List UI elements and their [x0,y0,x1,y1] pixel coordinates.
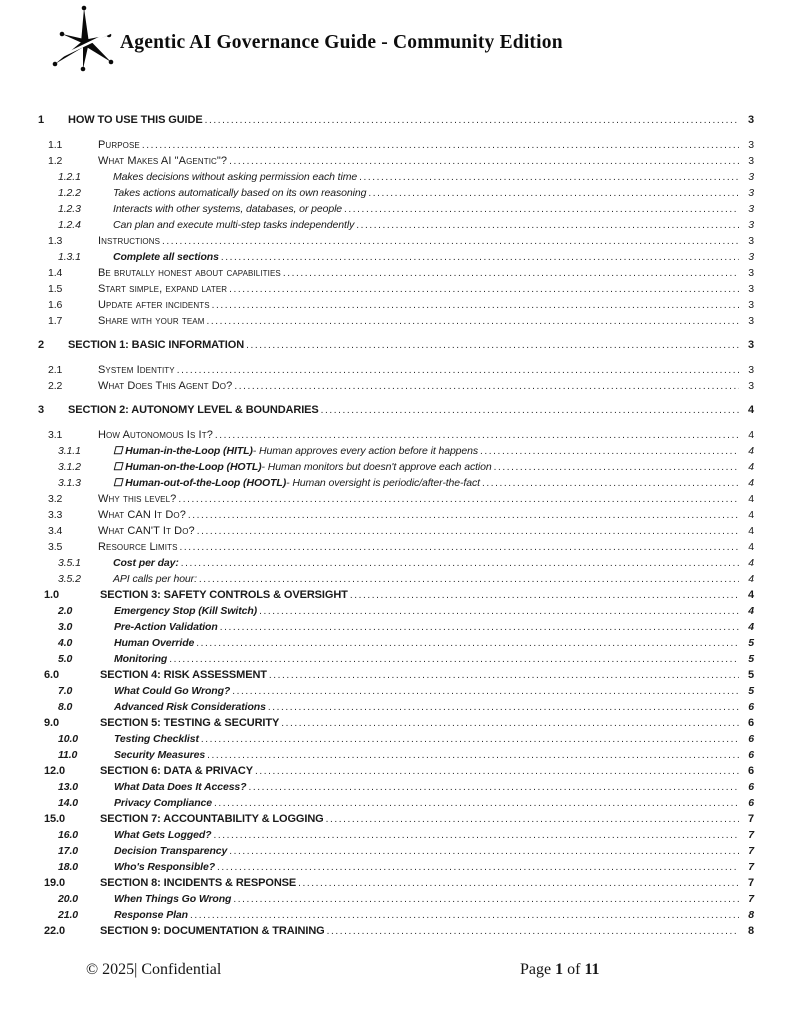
toc-entry-page: 5 [747,669,754,681]
toc-entry[interactable] [38,429,754,445]
dot-leader [368,187,739,199]
toc-entry-page: 4 [748,573,754,585]
toc-entry-text: Monitoring [114,653,168,665]
toc-entry-text: SECTION 8: INCIDENTS & RESPONSE [100,877,297,889]
dot-leader [214,797,739,809]
toc-entry-page: 3 [748,171,754,183]
toc-entry-text: SECTION 1: BASIC INFORMATION [68,339,245,351]
toc-entry-text: Security Measures [114,749,206,761]
toc-entry-text: What Data Does It Access? [114,781,247,793]
toc-entry-page: 6 [748,733,754,745]
dot-leader [327,925,739,937]
toc-entry-page: 4 [748,525,754,537]
toc-entry-page: 6 [748,797,754,809]
toc-entry-number: 1.2.4 [58,219,81,231]
toc-entry[interactable] [38,845,754,861]
toc-entry-text: When Things Go Wrong [114,893,232,905]
toc-entry-page: 3 [748,203,754,215]
dot-leader [480,445,739,457]
toc-entry[interactable] [38,404,754,420]
page-total: 11 [584,961,600,978]
toc-entry-page: 4 [748,541,754,553]
toc-entry-page: 5 [748,653,754,665]
dot-leader [246,339,739,351]
toc-entry-page: 3 [748,267,754,279]
toc-entry[interactable] [38,299,754,315]
dot-leader [344,203,739,215]
toc-entry[interactable] [38,493,754,509]
dot-leader [212,299,739,311]
toc-entry-text: Share with your team [98,315,205,327]
toc-entry-text: Pre-Action Validation [114,621,218,633]
toc-entry-page: 6 [748,701,754,713]
toc-entry-page: 3 [748,235,754,247]
toc-entry-text: What CAN'T It Do? [98,525,195,537]
toc-entry-page: 4 [747,589,754,601]
toc-entry-number: 1.5 [48,283,63,295]
toc-entry[interactable] [38,339,754,355]
dot-leader [215,429,739,441]
toc-entry[interactable] [38,685,754,701]
toc-entry[interactable] [38,219,754,235]
toc-entry-number: 1.6 [48,299,63,311]
toc-entry-number: 3.0 [58,621,73,633]
toc-entry[interactable] [38,861,754,877]
toc-entry[interactable] [38,781,754,797]
toc-entry-text: SECTION 2: AUTONOMY LEVEL & BOUNDARIES [68,404,319,416]
toc-entry-page: 7 [748,861,754,873]
toc-entry-number: 16.0 [58,829,79,841]
page-current: 1 [555,961,564,978]
toc-entry-page: 4 [748,509,754,521]
dot-leader [217,861,739,873]
toc-entry[interactable] [38,621,754,637]
toc-entry-page: 8 [748,909,754,921]
toc-entry-text: SECTION 9: DOCUMENTATION & TRAINING [100,925,325,937]
dot-leader [281,717,739,729]
toc-entry-page: 3 [748,155,754,167]
toc-entry-number: 21.0 [58,909,79,921]
toc-entry-page: 6 [747,717,754,729]
toc-entry-text: How Autonomous Is It? [98,429,213,441]
toc-entry-bold-text: ☐ Human-on-the-Loop (HOTL) [113,461,262,473]
dot-leader [207,315,739,327]
toc-entry-number: 18.0 [58,861,79,873]
dot-leader [248,781,739,793]
dot-leader [356,219,739,231]
toc-entry[interactable] [38,573,754,589]
toc-entry-number: 17.0 [58,845,79,857]
toc-entry-text: Emergency Stop (Kill Switch) [114,605,258,617]
toc-entry-number: 1.1 [48,139,63,151]
toc-entry[interactable] [38,765,754,781]
toc-entry[interactable] [38,235,754,251]
toc-entry-text: Advanced Risk Considerations [114,701,266,713]
toc-entry[interactable] [38,893,754,909]
toc-entry[interactable] [38,637,754,653]
toc-entry-page: 4 [748,557,754,569]
toc-entry[interactable] [38,525,754,541]
toc-entry-text: Instructions [98,235,161,247]
toc-entry-bold-text: ☐ Human-out-of-the-Loop (HOOTL) [113,477,287,489]
toc-entry-page: 5 [748,637,754,649]
toc-entry-number: 5.0 [58,653,73,665]
toc-entry[interactable] [38,653,754,669]
toc-entry-text: Decision Transparency [114,845,228,857]
toc-entry-text: Makes decisions without asking permission each time [113,171,358,183]
toc-entry-page: 4 [748,445,754,457]
toc-entry[interactable] [38,925,754,941]
dot-leader [169,653,739,665]
toc-entry-page: 4 [748,429,754,441]
dot-leader [207,749,739,761]
toc-entry[interactable] [38,877,754,893]
dot-leader [283,267,739,279]
toc-entry-text: What Does This Agent Do? [98,380,233,392]
dot-leader [188,509,739,521]
dot-leader [180,541,739,553]
toc-entry-text: Cost per day: [113,557,179,569]
toc-entry-number: 3.5.1 [58,557,81,569]
starburst-logo-icon [44,2,120,81]
toc-entry-page: 7 [748,845,754,857]
toc-entry-number: 2.0 [58,605,73,617]
toc-entry-text: Testing Checklist [114,733,199,745]
toc-entry-number: 3.5.2 [58,573,81,585]
dot-leader [298,877,739,889]
toc-entry[interactable] [38,461,754,477]
dot-leader [142,139,739,151]
dot-leader [326,813,739,825]
toc-entry[interactable] [38,477,754,493]
toc-entry-page: 3 [747,114,754,126]
dot-leader [229,283,739,295]
toc-entry-number: 3.2 [48,493,63,505]
toc-entry-text: Start simple, expand later [98,283,228,295]
dot-leader [213,829,739,841]
toc-entry[interactable] [38,364,754,380]
toc-entry-text: What Could Go Wrong? [114,685,231,697]
toc-entry-text: Who's Responsible? [114,861,216,873]
dot-leader [255,765,739,777]
toc-entry-page: 7 [748,893,754,905]
dot-leader [268,701,739,713]
toc-entry-page: 6 [747,765,754,777]
toc-entry-text: Takes actions automatically based on its own reasoning [113,187,367,199]
toc-entry-text: Can plan and execute multi-step tasks independently [113,219,355,231]
dot-leader [177,364,739,376]
toc-entry-text: Purpose [98,139,140,151]
dot-leader [221,251,739,263]
dot-leader [359,171,739,183]
dot-leader [229,845,739,857]
toc-entry-text: SECTION 7: ACCOUNTABILITY & LOGGING [100,813,324,825]
toc-entry-number: 3.1 [48,429,63,441]
toc-entry-page: 4 [748,605,754,617]
toc-entry-text: Human Override [114,637,195,649]
toc-entry-page: 3 [748,283,754,295]
page-of-label: of [567,961,581,978]
toc-entry-number: 1.2.3 [58,203,81,215]
toc-entry-text: - Human approves every action before it happens [252,445,479,457]
toc-entry[interactable] [38,797,754,813]
toc-entry-text: Why this level? [98,493,177,505]
toc-entry[interactable] [38,251,754,267]
toc-entry[interactable] [38,749,754,765]
toc-list [38,106,754,941]
toc-entry-page: 7 [748,829,754,841]
toc-entry-page: 6 [748,749,754,761]
dot-leader [190,909,739,921]
toc-entry-page: 8 [747,925,754,937]
dot-leader [482,477,739,489]
toc-entry-page: 3 [748,364,754,376]
toc-entry-number: 1.3.1 [58,251,81,263]
toc-entry-text: SECTION 6: DATA & PRIVACY [100,765,253,777]
toc-entry-number: 4.0 [58,637,73,649]
dot-leader [234,380,739,392]
toc-entry-page: 6 [748,781,754,793]
toc-entry[interactable] [38,155,754,171]
toc-entry-number: 1.3 [48,235,63,247]
dot-leader [201,733,739,745]
toc-entry-text: What Makes AI "Agentic"? [98,155,228,167]
toc-entry-page: 3 [748,315,754,327]
dot-leader [197,525,739,537]
dot-leader [162,235,739,247]
toc-entry-number: 1.2.1 [58,171,81,183]
toc-entry-text: - Human monitors but doesn't approve each action [261,461,492,473]
toc-entry-text: Privacy Compliance [114,797,212,809]
toc-entry-number: 9.0 [44,717,59,729]
toc-entry-number: 3.1.3 [58,477,81,489]
toc-entry-page: 3 [748,187,754,199]
footer-page-number [520,961,600,979]
toc-entry[interactable] [38,541,754,557]
toc-entry-page: 4 [748,461,754,473]
toc-entry-number: 12.0 [44,765,66,777]
toc-entry[interactable] [38,813,754,829]
toc-entry-page: 3 [748,219,754,231]
toc-entry-number: 1.4 [48,267,63,279]
toc-entry[interactable] [38,283,754,299]
toc-entry-number: 2 [38,339,45,351]
toc-entry-text: - Human oversight is periodic/after-the-fact [286,477,480,489]
toc-entry-text: Interacts with other systems, databases, or people [113,203,343,215]
toc-entry-text: What Gets Logged? [114,829,212,841]
dot-leader [196,637,739,649]
toc-entry[interactable] [38,909,754,925]
toc-entry-text: API calls per hour: [113,573,197,585]
toc-entry-text: SECTION 5: TESTING & SECURITY [100,717,280,729]
document-title: Agentic AI Governance Guide - Community Edition [120,32,563,53]
dot-leader [350,589,739,601]
toc-entry-bold-text: ☐ Human-in-the-Loop (HITL) [113,445,253,457]
toc-entry[interactable] [38,701,754,717]
toc-entry[interactable] [38,114,754,130]
dot-leader [269,669,739,681]
toc-entry[interactable] [38,139,754,155]
toc-entry-page: 7 [747,877,754,889]
toc-entry-number: 1.2 [48,155,63,167]
toc-entry-page: 3 [748,251,754,263]
toc-entry-page: 4 [748,493,754,505]
toc-entry[interactable] [38,605,754,621]
toc-entry-number: 2.1 [48,364,63,376]
toc-entry-number: 14.0 [58,797,79,809]
toc-entry-page: 4 [748,621,754,633]
dot-leader [220,621,739,633]
toc-entry-number: 19.0 [44,877,66,889]
toc-entry-number: 8.0 [58,701,73,713]
dot-leader [178,493,739,505]
toc-entry-number: 20.0 [58,893,79,905]
dot-leader [494,461,739,473]
toc-entry-page: 4 [747,404,754,416]
toc-entry-page: 3 [748,380,754,392]
toc-entry-text: Response Plan [114,909,188,921]
dot-leader [199,573,739,585]
toc-entry-number: 10.0 [58,733,79,745]
toc-entry[interactable] [38,509,754,525]
dot-leader [181,557,739,569]
toc-entry[interactable] [38,589,754,605]
dot-leader [232,685,739,697]
toc-entry-page: 3 [748,139,754,151]
dot-leader [321,404,739,416]
toc-entry-text: HOW TO USE THIS GUIDE [68,114,203,126]
toc-entry-number: 3.3 [48,509,63,521]
toc-entry-text: System Identity [98,364,175,376]
toc-entry[interactable] [38,380,754,396]
toc-entry[interactable] [38,267,754,283]
toc-entry[interactable] [38,829,754,845]
toc-entry[interactable] [38,669,754,685]
toc-entry[interactable] [38,557,754,573]
toc-entry-number: 6.0 [44,669,59,681]
page-label: Page [520,961,552,978]
toc-entry-number: 1 [38,114,45,126]
toc-entry-number: 7.0 [58,685,73,697]
toc-entry-number: 22.0 [44,925,66,937]
toc-entry-number: 1.7 [48,315,63,327]
toc-entry-text: SECTION 3: SAFETY CONTROLS & OVERSIGHT [100,589,348,601]
toc-entry-number: 13.0 [58,781,79,793]
toc-entry[interactable] [38,171,754,187]
toc-entry-number: 1.0 [44,589,59,601]
toc-entry-page: 5 [748,685,754,697]
toc-entry[interactable] [38,187,754,203]
footer-copyright: © 2025| Confidential [86,961,222,978]
toc-entry-text: What CAN It Do? [98,509,186,521]
toc-entry-number: 3.1.2 [58,461,81,473]
toc-entry[interactable] [38,315,754,331]
toc-entry-page: 3 [748,299,754,311]
toc-entry-number: 3.4 [48,525,63,537]
toc-entry-page: 3 [747,339,754,351]
toc-entry[interactable] [38,445,754,461]
toc-entry-number: 3.5 [48,541,63,553]
toc-entry-number: 11.0 [58,749,78,761]
dot-leader [259,605,739,617]
toc-entry-text: Be brutally honest about capabilities [98,267,281,279]
dot-leader [205,114,739,126]
toc-entry-text: Resource Limits [98,541,178,553]
toc-entry-text: Complete all sections [113,251,219,263]
toc-entry-text: Update after incidents [98,299,210,311]
toc-entry-page: 7 [747,813,754,825]
toc-entry[interactable] [38,203,754,219]
toc-entry[interactable] [38,733,754,749]
toc-entry-text: SECTION 4: RISK ASSESSMENT [100,669,267,681]
toc-entry-number: 15.0 [44,813,66,825]
toc-entry-number: 2.2 [48,380,63,392]
toc-entry-number: 1.2.2 [58,187,81,199]
toc-entry[interactable] [38,717,754,733]
toc-entry-number: 3 [38,404,45,416]
toc-entry-number: 3.1.1 [58,445,81,457]
dot-leader [229,155,739,167]
dot-leader [233,893,739,905]
toc-entry-page: 4 [748,477,754,489]
